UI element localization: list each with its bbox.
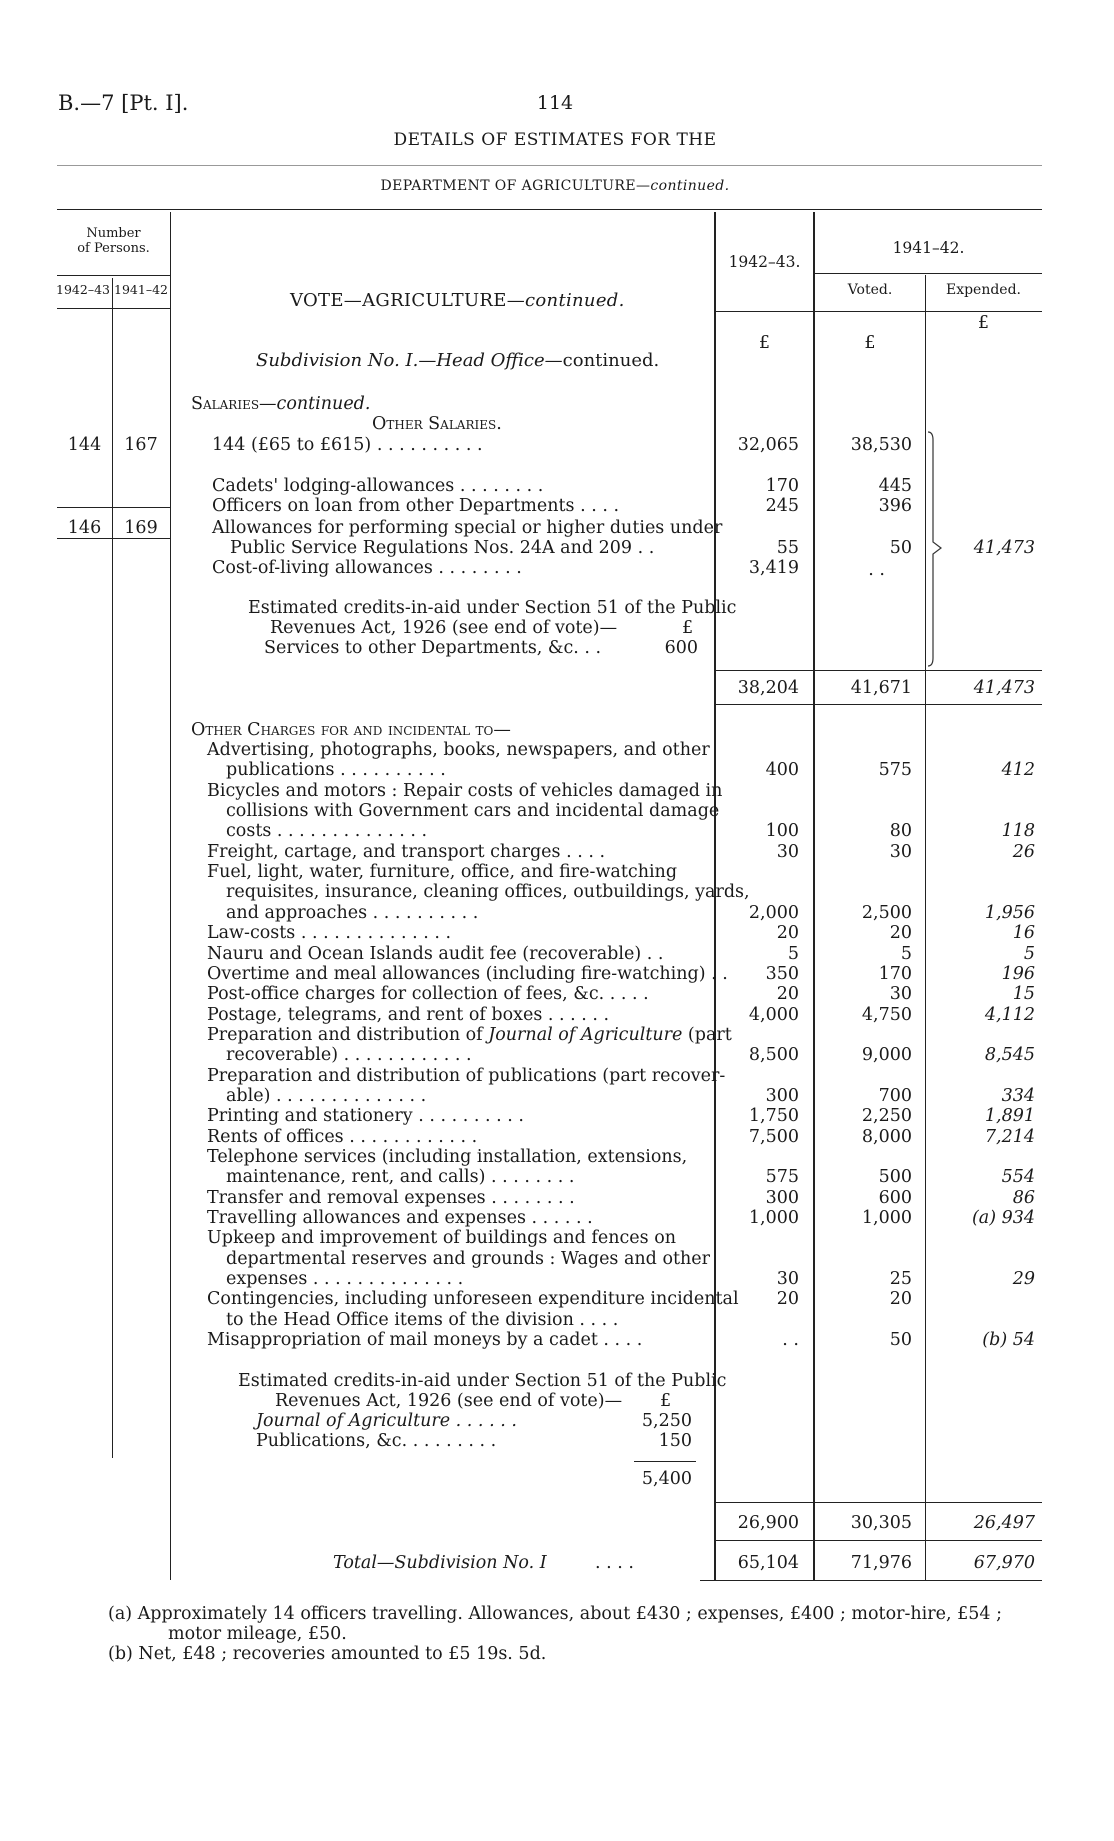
- charges-total-1942: 26,900: [737, 1513, 799, 1533]
- charge-row-3-voted: 30: [889, 842, 912, 862]
- persons-header: [57, 226, 170, 256]
- charge-row-16-expended: (a) 934: [971, 1208, 1035, 1228]
- other-salaries-heading: Other Salaries.: [372, 414, 502, 434]
- charge-row-9-expended: 4,112: [984, 1005, 1035, 1025]
- charge-row-15-v1942: 300: [765, 1188, 799, 1208]
- persons-years-rule: [57, 308, 170, 309]
- salary-row-5-voted: 50: [889, 538, 912, 558]
- charge-row-18-line-1: Contingencies, including unforeseen expenditure incidental: [207, 1289, 739, 1309]
- footnote-b: (b) Net, £48 ; recoveries amounted to £5 19s. 5d.: [108, 1644, 547, 1664]
- charge-row-1-voted: 575: [878, 760, 912, 780]
- salaries-credits-pound: £: [682, 618, 694, 638]
- salaries-credits-item: Services to other Departments, &c. . .: [264, 638, 602, 658]
- salary-row-1-desc: 144 (£65 to £615) . . . . . . . . . .: [212, 435, 483, 455]
- persons-header-rule: [57, 275, 170, 276]
- charges-credit-journal-amount: 5,250: [641, 1411, 692, 1431]
- charge-row-7-voted: 170: [878, 964, 912, 984]
- charge-row-8-voted: 30: [889, 984, 912, 1004]
- vote-title-continued: continued.: [525, 290, 625, 311]
- salary-row-2-1942: 170: [765, 476, 799, 496]
- charge-row-9-voted: 4,750: [861, 1005, 912, 1025]
- persons-1942-b: 146: [67, 518, 102, 538]
- persons-1941-a: 167: [124, 435, 158, 455]
- charges-credits-line2: Revenues Act, 1926 (see end of vote)—: [275, 1391, 623, 1411]
- charge-row-9-line-1: Postage, telegrams, and rent of boxes . . . . . .: [207, 1005, 610, 1025]
- charge-row-6-line-1: Nauru and Ocean Islands audit fee (recoverable) . .: [207, 944, 664, 964]
- charge-row-14-expended: 554: [1001, 1167, 1035, 1187]
- charge-row-17-v1942: 30: [776, 1269, 799, 1289]
- charge-row-10-v1942: 8,500: [748, 1045, 799, 1065]
- charges-credits-pound: £: [660, 1391, 672, 1411]
- charges-credits-line1: Estimated credits-in-aid under Section 51 of the Public: [238, 1371, 727, 1391]
- charges-totals-rule-top: [714, 1502, 1042, 1503]
- charge-row-10-voted: 9,000: [861, 1045, 912, 1065]
- charge-row-5-voted: 20: [889, 923, 912, 943]
- charge-row-2-line-3: costs . . . . . . . . . . . . . .: [226, 821, 428, 841]
- charge-row-13-line-1: Rents of offices . . . . . . . . . . . .: [207, 1127, 478, 1147]
- persons-year-1941: 1941–42: [114, 282, 168, 297]
- charge-row-18-v1942: 20: [776, 1289, 799, 1309]
- salary-row-1-voted: 38,530: [850, 435, 912, 455]
- charge-row-3-expended: 26: [1012, 842, 1035, 862]
- salary-row-5-desc: Public Service Regulations Nos. 24A and 209 . .: [230, 538, 655, 558]
- charge-row-4-expended: 1,956: [984, 903, 1035, 923]
- salaries-credits-amount: 600: [664, 638, 698, 658]
- salaries-credits-line2: Revenues Act, 1926 (see end of vote)—: [270, 618, 618, 638]
- charge-row-14-line-1: Telephone services (including installation, extensions,: [207, 1147, 688, 1167]
- charge-row-13-voted: 8,000: [861, 1127, 912, 1147]
- charges-credit-publications-label: Publications, &c. . . . . . . . .: [256, 1431, 497, 1451]
- charge-row-2-line-1: Bicycles and motors : Repair costs of vehicles damaged in: [207, 781, 723, 801]
- charge-row-11-line-2: able) . . . . . . . . . . . . . .: [226, 1086, 427, 1106]
- charge-row-17-expended: 29: [1012, 1269, 1035, 1289]
- subdivision-title: [256, 351, 659, 371]
- charge-row-19-voted: 50: [889, 1330, 912, 1350]
- salaries-total-voted: 41,671: [850, 678, 912, 698]
- footnote-a-line2: motor mileage, £50.: [168, 1624, 347, 1644]
- charge-row-6-expended: 5: [1023, 944, 1035, 964]
- salary-row-5-1942: 55: [776, 538, 799, 558]
- col-divider-persons-years: [112, 278, 113, 1458]
- charge-row-13-v1942: 7,500: [748, 1127, 799, 1147]
- charge-row-5-line-1: Law-costs . . . . . . . . . . . . . .: [207, 923, 452, 943]
- charge-row-1-v1942: 400: [765, 760, 799, 780]
- charge-row-17-line-3: expenses . . . . . . . . . . . . . .: [226, 1269, 464, 1289]
- charges-credit-publications-amount: 150: [658, 1431, 692, 1451]
- subdivision-title-continued: continued.: [562, 350, 660, 371]
- col-divider-persons: [170, 212, 171, 1580]
- charge-row-10-line-2: recoverable) . . . . . . . . . . . .: [226, 1045, 472, 1065]
- charge-row-12-voted: 2,250: [861, 1106, 912, 1126]
- salaries-totals-rule-top: [714, 670, 1042, 671]
- charge-row-11-expended: 334: [1001, 1086, 1035, 1106]
- persons-header-line1: Number: [86, 226, 141, 241]
- charge-row-17-line-2: departmental reserves and grounds : Wages and other: [226, 1249, 711, 1269]
- charge-row-15-expended: 86: [1012, 1188, 1035, 1208]
- salary-row-6-desc: Cost-of-living allowances . . . . . . . .: [212, 558, 522, 578]
- salaries-heading: [191, 394, 370, 414]
- charge-row-4-line-3: and approaches . . . . . . . . . .: [226, 903, 479, 923]
- charge-row-18-voted: 20: [889, 1289, 912, 1309]
- vote-title: [290, 291, 625, 311]
- charge-row-12-v1942: 1,750: [748, 1106, 799, 1126]
- salary-row-3-desc: Officers on loan from other Departments . . . .: [212, 496, 620, 516]
- persons-rule-a: [57, 507, 170, 508]
- charge-row-4-line-1: Fuel, light, water, furniture, office, and fire-watching: [207, 862, 678, 882]
- charge-row-16-voted: 1,000: [861, 1208, 912, 1228]
- charge-row-16-line-1: Travelling allowances and expenses . . . . . .: [207, 1208, 593, 1228]
- charges-credits-rule: [634, 1461, 696, 1462]
- charge-row-1-expended: 412: [1001, 760, 1035, 780]
- grand-total-dots: . . . .: [595, 1553, 634, 1573]
- salaries-heading-main: Salaries—: [191, 394, 277, 414]
- pound-sign-expended: £: [977, 313, 990, 333]
- charge-row-13-expended: 7,214: [984, 1127, 1035, 1147]
- charge-row-14-voted: 500: [878, 1167, 912, 1187]
- salaries-credits-line1: Estimated credits-in-aid under Section 51 of the Public: [248, 598, 737, 618]
- salaries-totals-rule-bottom: [714, 704, 1042, 705]
- charge-row-19-line-1: Misappropriation of mail moneys by a cadet . . . .: [207, 1330, 643, 1350]
- charge-row-10-expended: 8,545: [984, 1045, 1035, 1065]
- salaries-expended: 41,473: [973, 538, 1035, 558]
- salary-row-1-1942: 32,065: [737, 435, 799, 455]
- charge-row-4-v1942: 2,000: [748, 903, 799, 923]
- charge-row-6-v1942: 5: [787, 944, 799, 964]
- persons-1942-a: 144: [67, 435, 102, 455]
- charge-row-3-v1942: 30: [776, 842, 799, 862]
- footnote-a-line1: (a) Approximately 14 officers travelling. Allowances, about £430 ; expenses, £400 ; motor-hire, £54 ;: [108, 1604, 1002, 1624]
- col-header-1942-43: 1942–43.: [728, 253, 801, 271]
- page-subtitle: [300, 176, 810, 196]
- persons-year-1942: 1942–43: [56, 282, 110, 297]
- charge-row-8-expended: 15: [1012, 984, 1035, 1004]
- charges-totals-rule-bottom: [714, 1540, 1042, 1541]
- persons-rule-b: [57, 538, 170, 539]
- page-title: DETAILS OF ESTIMATES FOR THE: [393, 130, 717, 150]
- charge-row-8-v1942: 20: [776, 984, 799, 1004]
- grand-total-voted: 71,976: [850, 1553, 912, 1573]
- charge-row-2-expended: 118: [1001, 821, 1035, 841]
- charge-row-15-line-1: Transfer and removal expenses . . . . . . . .: [207, 1188, 575, 1208]
- grand-total-1942: 65,104: [737, 1553, 799, 1573]
- charge-row-9-v1942: 4,000: [748, 1005, 799, 1025]
- salary-row-2-voted: 445: [878, 476, 912, 496]
- persons-1941-b: 169: [124, 518, 158, 538]
- salary-row-4-desc: Allowances for performing special or higher duties under: [212, 518, 723, 538]
- salaries-total-1942: 38,204: [737, 678, 799, 698]
- salary-row-3-1942: 245: [765, 496, 799, 516]
- col-header-expended: Expended.: [945, 282, 1022, 298]
- grand-total-label: Total—Subdivision No. I: [333, 1553, 547, 1573]
- grand-total-expended: 67,970: [973, 1553, 1035, 1573]
- charge-row-7-v1942: 350: [765, 964, 799, 984]
- other-charges-heading: Other Charges for and incidental to—: [191, 720, 511, 740]
- document-reference: B.—7 [Pt. I].: [58, 91, 189, 115]
- page-number: 114: [536, 92, 574, 114]
- charges-total-expended: 26,497: [973, 1513, 1035, 1533]
- salary-row-3-voted: 396: [878, 496, 912, 516]
- charges-total-voted: 30,305: [850, 1513, 912, 1533]
- charge-row-17-line-1: Upkeep and improvement of buildings and fences on: [207, 1228, 676, 1248]
- col-header-1941-42: 1941–42.: [892, 239, 965, 257]
- salary-row-2-desc: Cadets' lodging-allowances . . . . . . . .: [212, 476, 544, 496]
- charge-row-11-voted: 700: [878, 1086, 912, 1106]
- charge-row-7-expended: 196: [1001, 964, 1035, 984]
- charge-row-2-line-2: collisions with Government cars and incidental damage: [226, 801, 720, 821]
- charges-credit-journal-label: Journal of Agriculture . . . . . .: [256, 1411, 517, 1431]
- col-divider-1942: [813, 212, 815, 1580]
- charge-row-5-v1942: 20: [776, 923, 799, 943]
- charge-row-11-line-1: Preparation and distribution of publications (part recover-: [207, 1066, 726, 1086]
- salary-row-6-voted: . .: [868, 560, 885, 580]
- pound-sign-1942: £: [758, 333, 771, 353]
- charges-credits-total: 5,400: [641, 1469, 692, 1489]
- subdivision-title-main: Subdivision No. I.—Head Office—: [256, 350, 563, 371]
- col-header-voted: Voted.: [847, 282, 893, 298]
- charge-row-8-line-1: Post-office charges for collection of fees, &c. . . . .: [207, 984, 649, 1004]
- charge-row-18-line-2: to the Head Office items of the division . . . .: [226, 1310, 619, 1330]
- salary-row-6-1942: 3,419: [748, 558, 799, 578]
- charge-row-2-v1942: 100: [765, 821, 799, 841]
- subtitle-continued: continued.: [650, 178, 730, 194]
- charge-row-4-voted: 2,500: [861, 903, 912, 923]
- charge-row-6-voted: 5: [900, 944, 912, 964]
- charge-row-10-line-1: Preparation and distribution of Journal of Agriculture (part: [207, 1025, 732, 1045]
- grand-total-rule: [700, 1580, 1042, 1581]
- pound-sign-voted: £: [864, 333, 876, 353]
- persons-header-line2: of Persons.: [77, 241, 150, 256]
- charge-row-5-expended: 16: [1012, 923, 1035, 943]
- charge-row-3-line-1: Freight, cartage, and transport charges . . . .: [207, 842, 606, 862]
- salaries-total-expended: 41,473: [973, 678, 1035, 698]
- charge-row-15-voted: 600: [878, 1188, 912, 1208]
- journal-title-italic: Journal of Agriculture: [488, 1025, 683, 1045]
- charge-row-17-voted: 25: [889, 1269, 912, 1289]
- table-top-rule: [57, 209, 1042, 210]
- vote-title-main: VOTE—AGRICULTURE—: [290, 290, 526, 311]
- salaries-heading-continued: continued.: [276, 394, 371, 414]
- charge-row-16-v1942: 1,000: [748, 1208, 799, 1228]
- charge-row-19-expended: (b) 54: [982, 1330, 1035, 1350]
- charge-row-1-line-1: Advertising, photographs, books, newspapers, and other: [207, 740, 710, 760]
- charge-row-11-v1942: 300: [765, 1086, 799, 1106]
- charge-row-14-line-2: maintenance, rent, and calls) . . . . . . . .: [226, 1167, 575, 1187]
- charge-row-12-line-1: Printing and stationery . . . . . . . . . .: [207, 1106, 524, 1126]
- header-rule: [57, 165, 1042, 166]
- column-header-rule: [716, 311, 1042, 312]
- charge-row-7-line-1: Overtime and meal allowances (including fire-watching) . .: [207, 964, 728, 984]
- charge-row-1-line-2: publications . . . . . . . . . .: [226, 760, 446, 780]
- subtitle-main: DEPARTMENT OF AGRICULTURE—: [380, 178, 651, 194]
- year-header-rule: [814, 273, 1042, 274]
- charge-row-19-v1942: . .: [782, 1330, 799, 1350]
- charge-row-14-v1942: 575: [765, 1167, 799, 1187]
- charge-row-12-expended: 1,891: [984, 1106, 1035, 1126]
- charge-row-4-line-2: requisites, insurance, cleaning offices, outbuildings, yards,: [226, 882, 750, 902]
- charge-row-2-voted: 80: [889, 821, 912, 841]
